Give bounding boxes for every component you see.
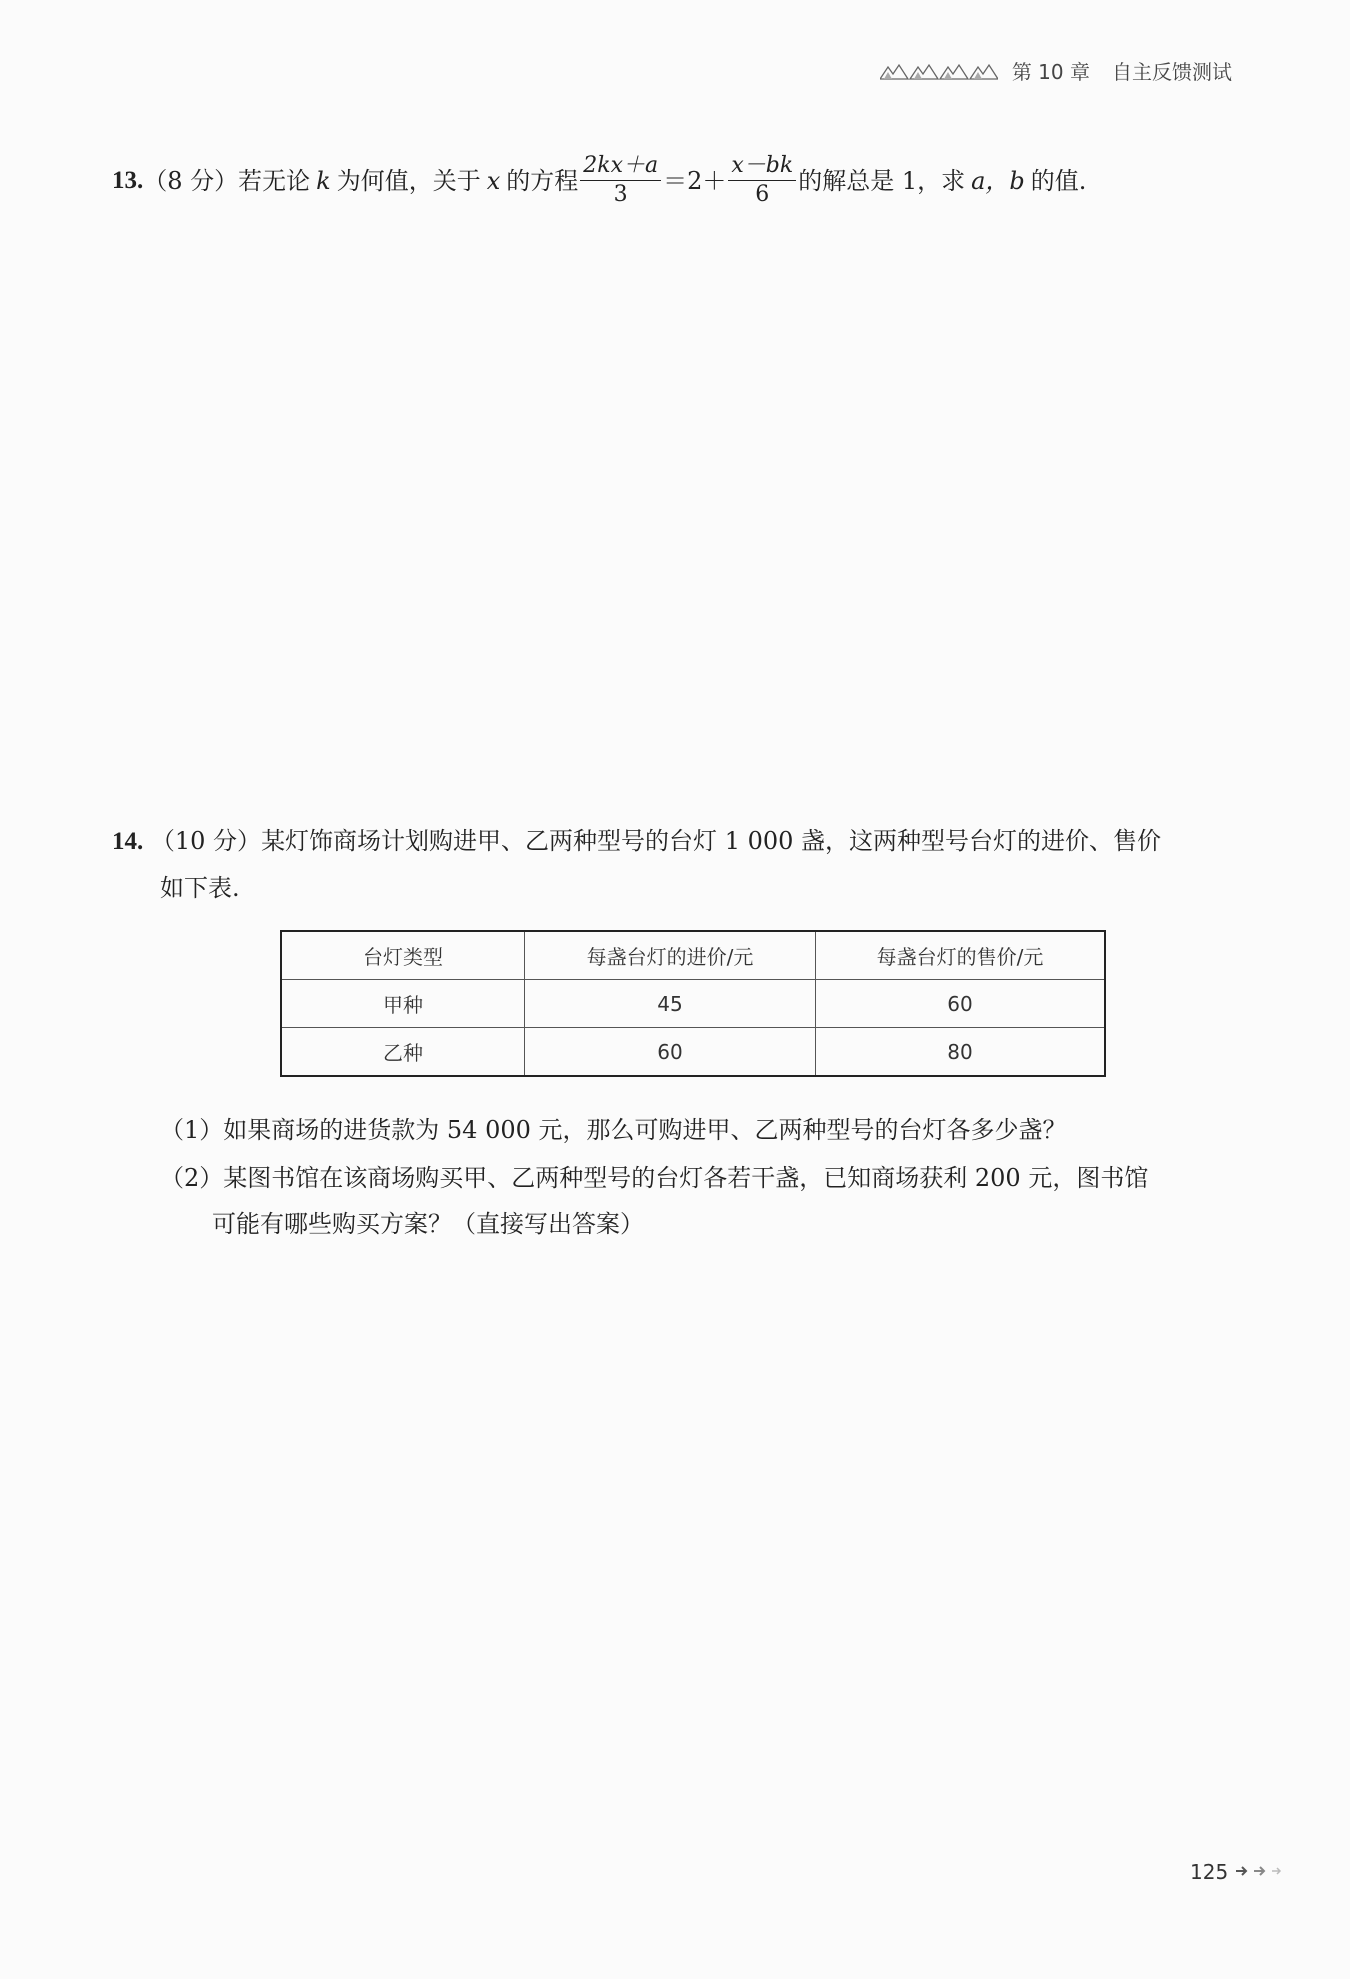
arrow-right-icon — [1234, 1863, 1288, 1882]
question-text: 的值. — [1030, 166, 1087, 195]
question-text: 的方程 — [506, 166, 579, 195]
sub-question-2 — [160, 1155, 1240, 1247]
fraction-denominator: 3 — [613, 182, 628, 207]
page-footer — [1190, 1860, 1288, 1884]
table-cell: 60 — [816, 980, 1106, 1028]
equation-equals: ＝2＋ — [663, 166, 727, 195]
fraction-numerator: 2kx＋a — [580, 152, 661, 181]
question-score: （8 分） — [143, 166, 239, 195]
table-cell: 45 — [525, 980, 816, 1028]
question-number: 13. — [112, 166, 144, 194]
fraction-right — [728, 152, 796, 209]
section-title: 自主反馈测试 — [1112, 60, 1232, 84]
table-cell: 乙种 — [281, 1028, 525, 1077]
question-14 — [112, 818, 1232, 911]
variable-k: k — [316, 166, 331, 195]
question-text: 某灯饰商场计划购进甲、乙两种型号的台灯 1 000 盏，这两种型号台灯的进价、售价 — [261, 827, 1162, 855]
mountain-range-icon — [880, 62, 998, 80]
chapter-label: 第 10 章 — [1011, 60, 1090, 84]
question-14-line1 — [112, 818, 1232, 865]
question-text: 若无论 — [238, 166, 311, 195]
lamp-price-table — [280, 930, 1106, 1077]
table-row — [281, 1028, 1105, 1077]
question-number: 14. — [112, 828, 144, 855]
table-cell: 60 — [525, 1028, 816, 1077]
page-number: 125 — [1190, 1860, 1229, 1884]
sub-question-2-line2: 可能有哪些购买方案？（直接写出答案） — [212, 1210, 644, 1238]
table-header-cell: 台灯类型 — [281, 931, 525, 980]
fraction-numerator: x－bk — [728, 152, 796, 181]
question-score: （10 分） — [150, 827, 262, 855]
sub-question-1: （1）如果商场的进货款为 54 000 元，那么可购进甲、乙两种型号的台灯各多少盏？ — [160, 1116, 1067, 1144]
variable-x: x — [486, 166, 501, 195]
fraction-denominator: 6 — [755, 182, 770, 207]
table-header-cell: 每盏台灯的进价/元 — [525, 931, 816, 980]
table-header-cell: 每盏台灯的售价/元 — [816, 931, 1106, 980]
variables-ab: a，b — [971, 166, 1025, 195]
table-row — [281, 980, 1105, 1028]
question-text: 的解总是 1，求 — [798, 166, 966, 195]
question-13 — [112, 152, 1086, 209]
fraction-left — [580, 152, 661, 209]
sub-question-2-line1: （2）某图书馆在该商场购买甲、乙两种型号的台灯各若干盏，已知商场获利 200 元，图书馆 — [160, 1164, 1149, 1192]
table-cell: 80 — [816, 1028, 1106, 1077]
question-text: 为何值，关于 — [336, 166, 481, 195]
question-14-line2: 如下表. — [160, 874, 240, 902]
page-header — [880, 56, 1232, 85]
table-cell: 甲种 — [281, 980, 525, 1028]
table-header-row — [281, 931, 1105, 980]
